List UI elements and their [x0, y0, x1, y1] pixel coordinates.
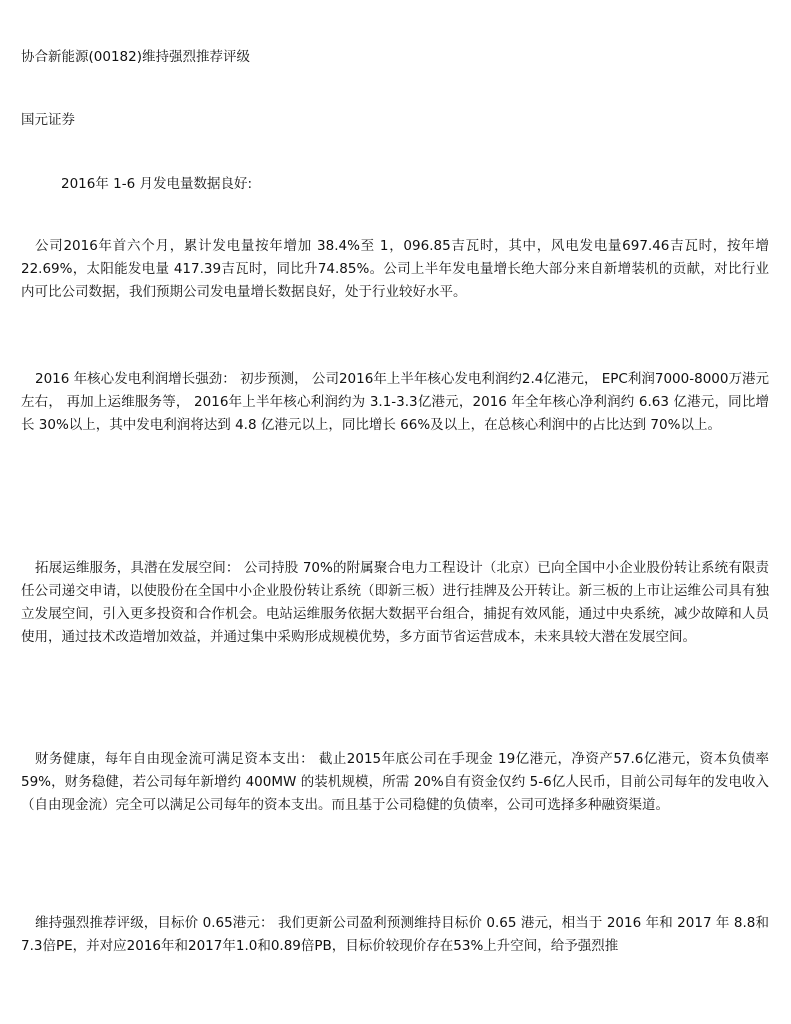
paragraph-om-services: 拓展运维服务，具潜在发展空间： 公司持股 70%的附属聚合电力工程设计（北京）已向全国中小企业股份转让系统有限责任公司递交申请，以使股份在全国中小企业股份转让系统（即新三板）进行挂牌及公开转让。新三板的上市让运维公司具有独立发展空间，引入更多投资和合作机会。电站运维服务依据大数据平台组合，捕捉有效风能，通过中央系统，减少故障和人员使用，通过技术改造增加效益，并通过集中采购形成规模优势，多方面节省运营成本，未来具较大潜在发展空间。	[21, 560, 769, 645]
report-title: 协合新能源(00182)维持强烈推荐评级	[21, 49, 250, 65]
section-subheading: 2016年 1-6 月发电量数据良好:	[61, 176, 253, 192]
paragraph-power-generation: 公司2016年首六个月，累计发电量按年增加 38.4%至 1，096.85吉瓦时，其中，风电发电量697.46吉瓦时，按年增 22.69%，太阳能发电量 417.39吉瓦时，同比升74.85%。公司上半年发电量增长绝大部分来自新增装机的贡献，对比行业内可比公司数据，我们预期公司发电量增长数据良好，处于行业较好水平。	[21, 238, 769, 300]
paragraph-core-profit: 2016 年核心发电利润增长强劲： 初步预测， 公司2016年上半年核心发电利润约2.4亿港元， EPC利润7000-8000万港元左右， 再加上运维服务等， 2016年上半年核心利润约为 3.1-3.3亿港元，2016 年全年核心净利润约 6.63 亿港元，同比增长 30%以上，其中发电利润将达到 4.8 亿港元以上，同比增长 66%及以上，在总核心利润中的占比达到 70%以上。	[21, 371, 769, 433]
report-source: 国元证券	[21, 112, 75, 128]
paragraph-financial-health: 财务健康，每年自由现金流可满足资本支出： 截止2015年底公司在手现金 19亿港元，净资产57.6亿港元，资本负债率59%，财务稳健，若公司每年新增约 400MW 的装机规模，所需 20%自有资金仅约 5-6亿人民币，目前公司每年的发电收入（自由现金流）完全可以满足公司每年的资本支出。而且基于公司稳健的负债率，公司可选择多种融资渠道。	[21, 751, 769, 813]
paragraph-rating: 维持强烈推荐评级，目标价 0.65港元： 我们更新公司盈利预测维持目标价 0.65 港元，相当于 2016 年和 2017 年 8.8和7.3倍PE，并对应2016年和2017年1.0和0.89倍PB，目标价较现价存在53%上升空间，给予强烈推	[21, 915, 769, 954]
